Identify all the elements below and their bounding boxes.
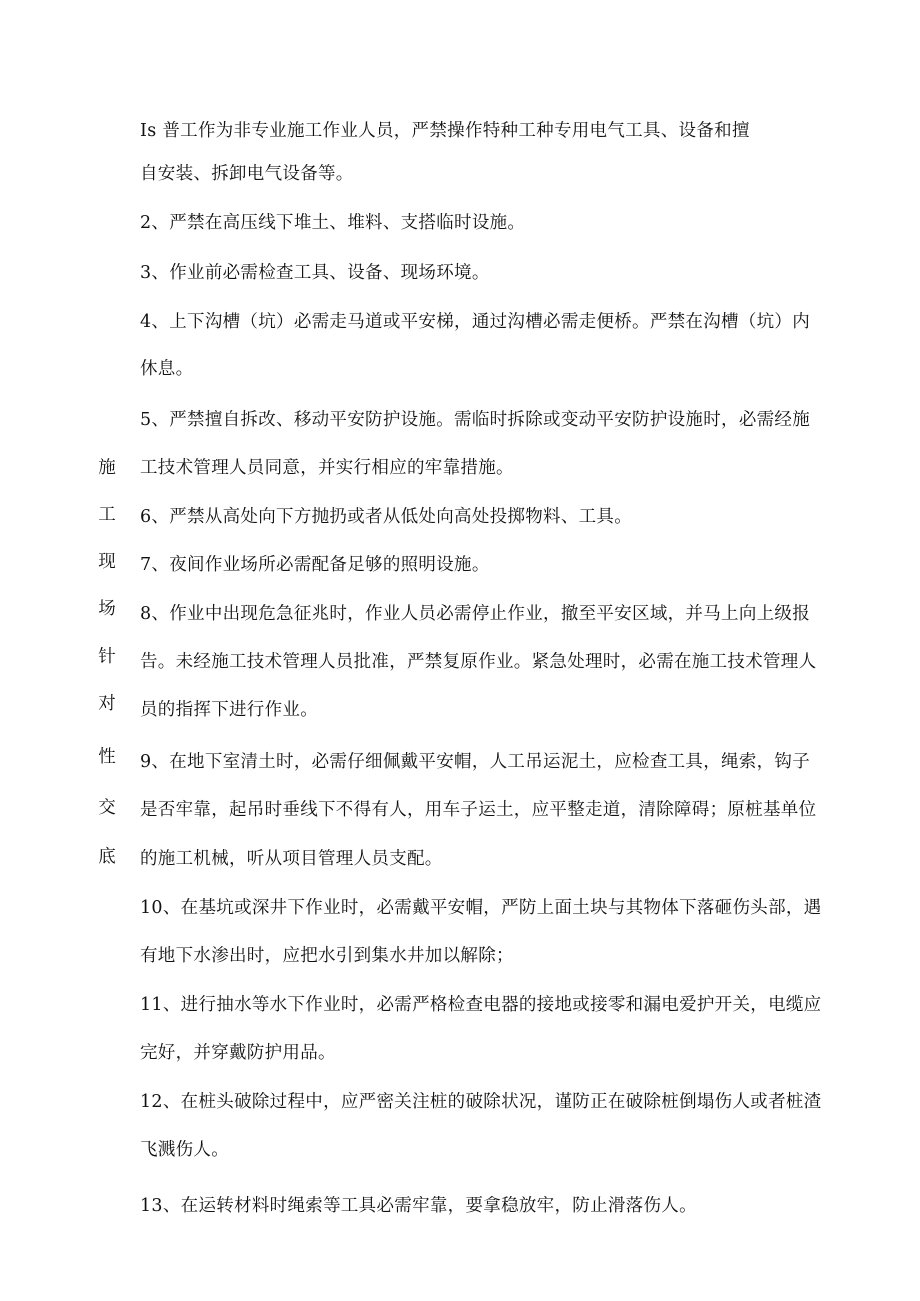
paragraph-line: 工技术管理人员同意，并实行相应的牢靠措施。 (140, 458, 514, 478)
paragraph-line: 的施工机械，听从项目管理人员支配。 (140, 849, 443, 869)
side-label-char: 交 (98, 798, 116, 818)
paragraph-line: 是否牢靠，起吊时垂线下不得有人，用车子运土，应平整走道，清除障碍；原桩基单位 (140, 800, 817, 820)
side-label-char: 针 (98, 647, 116, 667)
paragraph-line: 飞溅伤人。 (140, 1140, 229, 1160)
paragraph-line: 11、进行抽水等水下作业时，必需严格检查电器的接地或接零和漏电爱护开关，电缆应 (140, 995, 822, 1015)
paragraph-line: 3、作业前必需检查工具、设备、现场环境。 (140, 263, 490, 283)
paragraph-line: 自安装、拆卸电气设备等。 (140, 164, 354, 184)
paragraph-line: 8、作业中出现危急征兆时，作业人员必需停止作业，撤至平安区域，并马上向上级报 (140, 604, 811, 624)
side-label-char: 工 (98, 505, 116, 525)
paragraph-line: 12、在桩头破除过程中，应严密关注桩的破除状况，谨防正在破除桩倒塌伤人或者桩渣 (140, 1092, 822, 1112)
paragraph-line: 完好，并穿戴防护用品。 (140, 1043, 336, 1063)
paragraph-line: 5、严禁擅自拆改、移动平安防护设施。需临时拆除或变动平安防护设施时，必需经施 (140, 410, 811, 430)
paragraph-line: 7、夜间作业场所必需配备足够的照明设施。 (140, 555, 490, 575)
side-label-char: 施 (98, 458, 116, 478)
side-label-char: 现 (98, 552, 116, 572)
paragraph-line: 有地下水渗出时，应把水引到集水井加以解除； (140, 946, 514, 966)
paragraph-line: 员的指挥下进行作业。 (140, 700, 318, 720)
side-label-char: 性 (98, 747, 116, 767)
paragraph-line: 9、在地下室清土时，必需仔细佩戴平安帽，人工吊运泥土，应检查工具，绳索，钩子 (140, 752, 811, 772)
paragraph-line: 休息。 (140, 359, 194, 379)
side-label-char: 场 (98, 599, 116, 619)
paragraph-line: 6、严禁从高处向下方抛扔或者从低处向高处投掷物料、工具。 (140, 507, 633, 527)
side-label-char: 对 (98, 694, 116, 714)
paragraph-line: 10、在基坑或深井下作业时，必需戴平安帽，严防上面土块与其物体下落砸伤头部，遇 (140, 898, 822, 918)
side-label-char: 底 (98, 847, 116, 867)
paragraph-line: 4、上下沟槽（坑）必需走马道或平安梯，通过沟槽必需走便桥。严禁在沟槽（坑）内 (140, 312, 811, 332)
paragraph-line: 告。未经施工技术管理人员批准，严禁复原作业。紧急处理时，必需在施工技术管理人 (140, 652, 817, 672)
paragraph-line: 2、严禁在高压线下堆土、堆料、支搭临时设施。 (140, 213, 526, 233)
paragraph-line: 13、在运转材料时绳索等工具必需牢靠，要拿稳放牢，防止滑落伤人。 (140, 1196, 697, 1216)
paragraph-line: Is 普工作为非专业施工作业人员，严禁操作特种工种专用电气工具、设备和擅 (140, 121, 750, 141)
